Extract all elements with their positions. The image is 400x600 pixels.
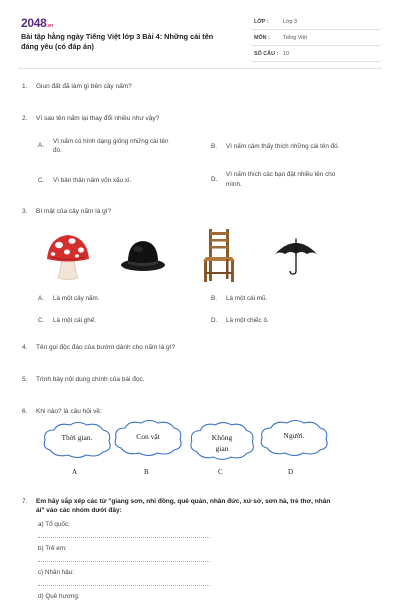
question-text: Bí mật của cây nấm là gì?	[36, 208, 112, 215]
question-4	[22, 344, 175, 351]
option-text: Là một chiếc ô.	[226, 317, 269, 324]
logo-main: 2048	[21, 16, 47, 30]
page-title	[21, 32, 241, 51]
q3-option-d[interactable]	[211, 316, 371, 326]
logo-suffix: .vn	[46, 23, 53, 29]
cloud-text: Con vật	[136, 432, 160, 441]
q3-option-c[interactable]	[38, 316, 198, 326]
cloud-option-d[interactable]	[257, 418, 331, 482]
mushroom-image	[45, 231, 91, 281]
meta-row-class	[251, 16, 381, 30]
option-text: Là một cái ghế.	[53, 317, 97, 324]
umbrella-image	[273, 236, 319, 276]
option-text: Là một cây nấm.	[53, 295, 100, 302]
meta-info	[251, 16, 381, 64]
question-text-cont: ái" vào các nhóm dưới đây:	[36, 507, 122, 514]
question-7	[22, 497, 382, 515]
meta-row-count	[251, 48, 381, 62]
meta-row-subject	[251, 32, 381, 46]
q2-option-c[interactable]	[38, 176, 203, 186]
cloud-option-c[interactable]	[187, 420, 257, 482]
option-label: A.	[38, 142, 44, 149]
meta-key: SỐ CÂU :	[254, 51, 279, 57]
chair-image	[200, 227, 238, 283]
option-text: Vì nấm thích các bạn đặt nhiều tên cho	[226, 171, 336, 178]
answer-line-b[interactable]	[38, 561, 210, 562]
question-number: 2.	[22, 115, 28, 122]
option-text: Là một cái mũ.	[226, 295, 268, 302]
cloud-letter: D	[288, 468, 294, 476]
question-text: Vì sao tên nấm lại thay đổi nhiều như vậy?	[36, 115, 160, 122]
cloud-option-b[interactable]	[111, 418, 185, 482]
question-number: 5.	[22, 376, 28, 383]
cloud-letter: A	[72, 468, 78, 476]
question-text: Trình bày nội dung chính của bài đọc.	[36, 376, 145, 383]
option-label: D.	[211, 317, 218, 324]
meta-key: LỚP :	[254, 19, 269, 25]
group-label-b: b) Trẻ em:	[38, 545, 67, 552]
cloud-option-a[interactable]	[40, 420, 114, 482]
cloud-letter: B	[144, 468, 149, 476]
q2-option-a[interactable]	[38, 137, 203, 157]
group-label-a: a) Tổ quốc:	[38, 521, 70, 528]
answer-line-a[interactable]	[38, 537, 210, 538]
cloud-letter: C	[218, 468, 223, 476]
option-label: A.	[38, 295, 44, 302]
cloud-text: Thời gian.	[61, 433, 93, 442]
meta-value: Tiếng Việt	[283, 35, 307, 41]
question-text: Khi nào? là câu hỏi về:	[36, 408, 102, 415]
title-line-2: đáng yêu (có đáp án)	[21, 41, 94, 51]
option-text: Vì bản thân nấm vốn xấu xí.	[53, 177, 132, 184]
bowler-hat-image	[119, 238, 167, 274]
worksheet-header	[18, 14, 382, 66]
question-5	[22, 376, 145, 383]
option-label: D.	[211, 176, 218, 183]
cloud-text: Người.	[283, 431, 305, 440]
question-number: 7.	[22, 498, 28, 505]
question-text: Tên gọi độc đáo của bướm dành cho nấm là gì?	[36, 344, 176, 351]
question-text: Em hãy sắp xếp các từ "giang sơn, nhi đồng, quê quán, nhân đức, xứ sở, sơn hà, trẻ thơ, nhân	[36, 498, 331, 505]
meta-value: 10	[283, 51, 289, 57]
option-label: C.	[38, 177, 45, 184]
title-line-1: Bài tập hằng ngày Tiếng Việt lớp 3 Bài 4: Những cái tên	[21, 32, 214, 41]
cloud-text-cont: gian	[215, 444, 229, 453]
option-label: B.	[211, 295, 217, 302]
question-number: 6.	[22, 408, 28, 415]
question-number: 1.	[22, 83, 28, 90]
question-text: Giun đất đã làm gì bên cây nấm?	[36, 83, 132, 90]
question-1	[22, 83, 132, 90]
question-number: 3.	[22, 208, 28, 215]
option-label: C.	[38, 317, 45, 324]
option-label: B.	[211, 143, 217, 150]
question-2	[22, 115, 159, 122]
site-logo[interactable]	[21, 16, 53, 30]
option-text-cont: đó.	[53, 147, 62, 154]
answer-line-c[interactable]	[38, 585, 210, 586]
option-text-cont: mình.	[226, 181, 242, 188]
q3-option-b[interactable]	[211, 294, 371, 304]
group-label-c: c) Nhân hậu:	[38, 569, 75, 576]
question-number: 4.	[22, 344, 28, 351]
question-6	[22, 408, 102, 415]
option-text: Vì nấm cảm thấy thích những cái tên đó.	[226, 143, 340, 150]
q2-option-b[interactable]	[211, 142, 381, 152]
meta-value: Lớp 3	[283, 19, 298, 25]
q3-option-a[interactable]	[38, 294, 198, 304]
meta-key: MÔN :	[254, 35, 270, 41]
option-text: Vì nấm có hình dạng giống những cái tên	[53, 138, 169, 145]
question-3	[22, 208, 111, 215]
cloud-text: Không	[211, 433, 233, 442]
header-divider	[18, 68, 382, 69]
q2-option-d[interactable]	[211, 170, 381, 190]
group-label-d: d) Quê hương:	[38, 593, 80, 600]
